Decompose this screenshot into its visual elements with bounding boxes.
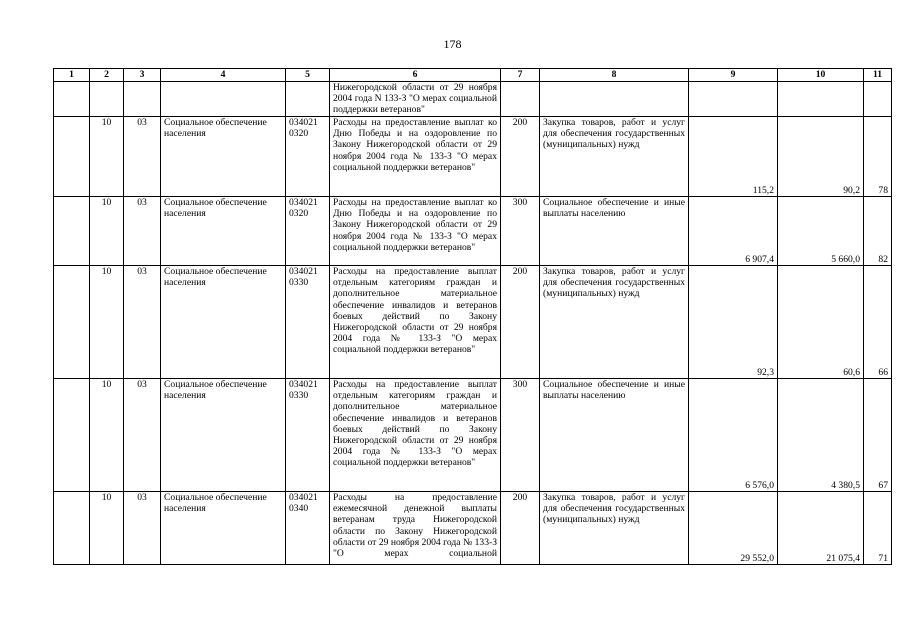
description-cell: Расходы на предоставление выплат отдельным категориям граждан и дополнительное материальное обеспечение инвалидов и ветеранов боевых действий по Закону Нижегородской области от 29 ноября 2004 года № 133-З "О мерах социальной поддержки ветеранов" (330, 266, 501, 379)
section-code-cell: 10 (90, 492, 124, 565)
expense-type-cell: 200 (501, 492, 540, 565)
cell (54, 266, 90, 379)
target-code-part: 0320 (289, 208, 309, 220)
subsection-code-cell: 03 (124, 117, 161, 197)
cell (54, 197, 90, 266)
table-row (54, 197, 892, 266)
target-code-part: 034021 (289, 379, 318, 390)
cell (54, 82, 90, 117)
actual-value-cell: 90,2 (778, 117, 864, 197)
section-name-cell: Социальное обеспечение населения (161, 197, 286, 266)
percent-cell: 71 (864, 492, 892, 565)
table-row (54, 379, 892, 492)
plan-value-cell: 6 907,4 (689, 197, 778, 266)
expense-type-cell: 300 (501, 379, 540, 492)
target-code-part: 0330 (289, 277, 309, 289)
section-code-cell: 10 (90, 117, 124, 197)
header-col-8: 8 (540, 69, 689, 82)
actual-value-cell: 21 075,4 (778, 492, 864, 565)
section-name-cell: Социальное обеспечение населения (161, 266, 286, 379)
header-col-4: 4 (161, 69, 286, 82)
target-code-part: 034021 (289, 266, 318, 277)
target-code-part: 0320 (289, 128, 309, 140)
section-code-cell: 10 (90, 379, 124, 492)
target-code-part: 0330 (289, 390, 309, 402)
target-code-part: 034021 (289, 197, 318, 208)
expense-type-name-cell: Закупка товаров, работ и услуг для обеспечения государственных (муниципальных) нужд (540, 492, 689, 565)
cell (90, 82, 124, 117)
header-col-1: 1 (54, 69, 90, 82)
expense-type-cell: 300 (501, 197, 540, 266)
section-name-cell: Социальное обеспечение населения (161, 117, 286, 197)
cell (778, 82, 864, 117)
actual-value-cell: 60,6 (778, 266, 864, 379)
target-code-cell (286, 197, 330, 266)
table-row (54, 266, 892, 379)
description-cell: Нижегородской области от 29 ноября 2004 года N 133-З "О мерах социальной поддержки ветеранов" (330, 82, 501, 117)
cell (689, 82, 778, 117)
cell (54, 379, 90, 492)
cell (286, 82, 330, 117)
cell (54, 117, 90, 197)
header-col-11: 11 (864, 69, 892, 82)
cell (864, 82, 892, 117)
expense-type-name-cell: Закупка товаров, работ и услуг для обеспечения государственных (муниципальных) нужд (540, 266, 689, 379)
target-code-part: 034021 (289, 492, 318, 503)
section-name-cell: Социальное обеспечение населения (161, 379, 286, 492)
header-col-3: 3 (124, 69, 161, 82)
cell (54, 492, 90, 565)
cell (540, 82, 689, 117)
table-row (54, 492, 892, 565)
plan-value-cell: 6 576,0 (689, 379, 778, 492)
target-code-part: 0340 (289, 503, 309, 515)
plan-value-cell: 115,2 (689, 117, 778, 197)
expense-type-cell: 200 (501, 117, 540, 197)
header-row (54, 69, 892, 82)
target-code-part: 034021 (289, 117, 318, 128)
subsection-code-cell: 03 (124, 266, 161, 379)
page-number: 178 (443, 37, 462, 51)
subsection-code-cell: 03 (124, 197, 161, 266)
description-cell: Расходы на предоставление выплат отдельным категориям граждан и дополнительное материальное обеспечение инвалидов и ветеранов боевых действий по Закону Нижегородской области от 29 ноября 2004 года № 133-З "О мерах социальной поддержки ветеранов" (330, 379, 501, 492)
header-col-6: 6 (330, 69, 501, 82)
percent-cell: 67 (864, 379, 892, 492)
subsection-code-cell: 03 (124, 492, 161, 565)
plan-value-cell: 29 552,0 (689, 492, 778, 565)
plan-value-cell: 92,3 (689, 266, 778, 379)
percent-cell: 78 (864, 117, 892, 197)
expense-type-name-cell: Социальное обеспечение и иные выплаты населению (540, 379, 689, 492)
header-col-9: 9 (689, 69, 778, 82)
target-code-cell (286, 492, 330, 565)
actual-value-cell: 5 660,0 (778, 197, 864, 266)
section-code-cell: 10 (90, 266, 124, 379)
expense-type-name-cell: Закупка товаров, работ и услуг для обеспечения государственных (муниципальных) нужд (540, 117, 689, 197)
description-cell: Расходы на предоставление ежемесячной денежной выплаты ветеранам труда Нижегородской области по Закону Нижегородской области от 29 ноября 2004 года № 133-З "О мерах социальной (330, 492, 501, 565)
cell (501, 82, 540, 117)
percent-cell: 82 (864, 197, 892, 266)
table-row (54, 117, 892, 197)
budget-table (53, 68, 892, 565)
description-cell: Расходы на предоставление выплат ко Дню Победы и на оздоровление по Закону Нижегородской области от 29 ноября 2004 года № 133-З "О мерах социальной поддержки ветеранов" (330, 197, 501, 266)
actual-value-cell: 4 380,5 (778, 379, 864, 492)
section-name-cell: Социальное обеспечение населения (161, 492, 286, 565)
cell (161, 82, 286, 117)
header-col-2: 2 (90, 69, 124, 82)
header-col-5: 5 (286, 69, 330, 82)
header-col-7: 7 (501, 69, 540, 82)
expense-type-cell: 200 (501, 266, 540, 379)
header-col-10: 10 (778, 69, 864, 82)
section-code-cell: 10 (90, 197, 124, 266)
description-cell: Расходы на предоставление выплат ко Дню Победы и на оздоровление по Закону Нижегородской области от 29 ноября 2004 года № 133-З "О мерах социальной поддержки ветеранов" (330, 117, 501, 197)
continuation-row (54, 82, 892, 117)
subsection-code-cell: 03 (124, 379, 161, 492)
percent-cell: 66 (864, 266, 892, 379)
target-code-cell (286, 266, 330, 379)
target-code-cell (286, 117, 330, 197)
expense-type-name-cell: Социальное обеспечение и иные выплаты населению (540, 197, 689, 266)
target-code-cell (286, 379, 330, 492)
cell (124, 82, 161, 117)
